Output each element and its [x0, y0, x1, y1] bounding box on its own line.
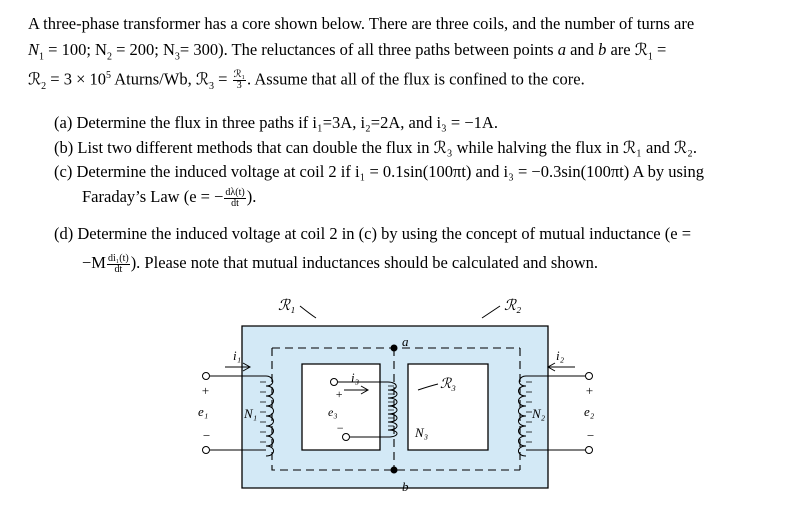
terminal-2-top — [586, 373, 593, 380]
intro-line-2: $N_1 = 100$; $N_2 = 200$; $N_3= 300$). The reluctances of all three paths between points a and b are ℛ$_1$ = — [28, 40, 667, 63]
intro-line-3: ℛ$_2$ = $3 \times 10^5$ Aturns/Wb, ℛ$_3$ = $\frac{\text{ℛ₁}}{3}$ . Assume that all of the flux is confined to the core. — [28, 69, 585, 92]
label-e3: e₃ — [328, 405, 338, 419]
i3-arrow — [344, 386, 368, 394]
question-b: (b) List two different methods that can double the flux in ℛ₃ while halving the flux in ℛ₁ and ℛ₂. — [54, 138, 697, 157]
e3-minus: − — [336, 421, 345, 435]
label-b: b — [402, 479, 409, 494]
label-r1: ℛ₁ — [278, 298, 296, 314]
node-b-dot — [391, 467, 398, 474]
question-d: (d) Determine the induced voltage at coil 2 in (c) by using the concept of mutual inductance (e = — [54, 224, 691, 243]
reluctance-fraction: $\frac{\text{ℛ₁}}{3}$ — [233, 69, 246, 92]
label-r2: ℛ₂ — [504, 298, 522, 314]
label-n3: N₃ — [415, 425, 429, 440]
e2-minus: − — [586, 428, 595, 443]
label-n2: N₂ — [532, 406, 546, 421]
label-r3: ℛ₃ — [440, 377, 457, 392]
r3-pointer — [418, 384, 438, 390]
node-a-dot — [391, 345, 398, 352]
r1-pointer — [300, 306, 316, 318]
intro-line-1: A three-phase transformer has a core shown below. There are three coils, and the number of turns are — [28, 14, 695, 33]
question-a: (a) Determine the flux in three paths if i₁=3A, i₂=2A, and i₃ = −1A. — [54, 113, 498, 132]
i2-arrow — [548, 363, 575, 371]
label-e2: e₂ — [584, 404, 595, 419]
terminal-3-top — [331, 379, 338, 386]
question-c: (c) Determine the induced voltage at coil 2 if i₁ = 0.1sin(100πt) and i₃ = −0.3sin(100πt) A by using — [54, 162, 704, 181]
terminal-1-bottom — [203, 447, 210, 454]
e2-plus: + — [585, 383, 594, 398]
label-i1: i₁ — [233, 348, 242, 363]
terminal-2-bottom — [586, 447, 593, 454]
question-c-line-2: Faraday’s Law (e = − $\frac{d\lambda(t)}{dt}$ ). — [82, 186, 257, 209]
e3-plus: + — [335, 387, 344, 401]
label-a: a — [402, 334, 409, 349]
e1-plus: + — [201, 383, 210, 398]
e1-minus: − — [202, 428, 211, 443]
question-d-line-2: −M $\frac{\text{di₁(t)}}{dt}$ ). Please note that mutual inductances should be calculated and shown. — [82, 252, 599, 275]
label-e1: e₁ — [198, 404, 209, 419]
terminal-1-top — [203, 373, 210, 380]
r2-pointer — [482, 306, 500, 318]
label-i3: i₃ — [351, 370, 360, 385]
label-n1: N₁ — [244, 406, 258, 421]
label-i2: i₂ — [556, 348, 565, 363]
